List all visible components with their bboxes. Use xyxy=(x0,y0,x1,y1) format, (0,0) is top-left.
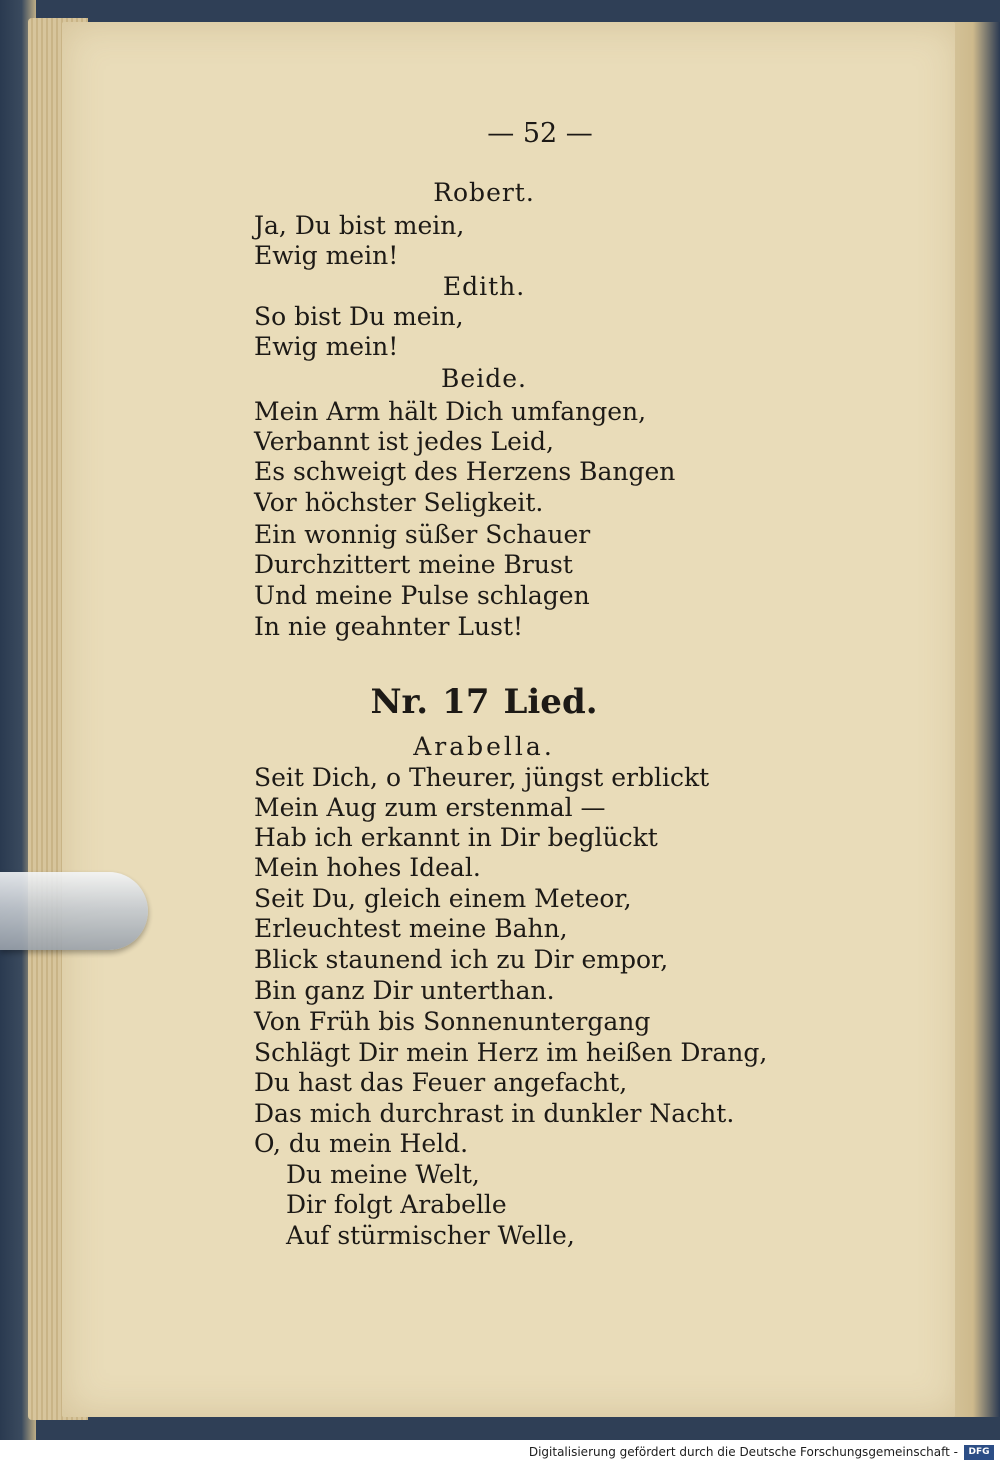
song-line: Mein Aug zum erstenmal — xyxy=(254,793,606,822)
song-line: Dir folgt Arabelle xyxy=(286,1190,507,1219)
section-number: 17 xyxy=(442,682,490,722)
verse-line: So bist Du mein, xyxy=(254,302,464,331)
verse-line: Und meine Pulse schlagen xyxy=(254,581,590,610)
verse-line: Ewig mein! xyxy=(254,241,399,270)
verse-line: Durchzittert meine Brust xyxy=(254,550,573,579)
section-heading xyxy=(254,682,714,722)
song-line: Du hast das Feuer angefacht, xyxy=(254,1068,628,1097)
song-line: Das mich durchrast in dunkler Nacht. xyxy=(254,1099,735,1128)
verse-line: Es schweigt des Herzens Bangen xyxy=(254,457,676,486)
song-line: Seit Dich, o Theurer, jüngst erblickt xyxy=(254,763,710,792)
verse-line: Vor höchster Seligkeit. xyxy=(254,488,544,517)
verse-line: Ja, Du bist mein, xyxy=(254,211,465,240)
speaker-name: Robert. xyxy=(433,178,535,207)
song-subtitle: Arabella. xyxy=(413,732,555,761)
song-line: Du meine Welt, xyxy=(286,1160,480,1189)
dfg-logo: DFG xyxy=(964,1445,994,1460)
section-title: Lied. xyxy=(503,682,598,722)
section-prefix: Nr. xyxy=(370,682,429,722)
song-line: Auf stürmischer Welle, xyxy=(286,1221,575,1250)
song-line: Bin ganz Dir unterthan. xyxy=(254,976,555,1005)
verse-line: Ewig mein! xyxy=(254,332,399,361)
speaker-name: Edith. xyxy=(442,272,526,301)
verse-line: In nie geahnter Lust! xyxy=(254,612,524,641)
song-line: Hab ich erkannt in Dir beglückt xyxy=(254,823,658,852)
song-line: O, du mein Held. xyxy=(254,1129,469,1158)
footer-credit: Digitalisierung gefördert durch die Deutsche Forschungsgemeinschaft - xyxy=(528,1445,958,1459)
verse-line: Mein Arm hält Dich umfangen, xyxy=(254,397,647,426)
song-line: Mein hohes Ideal. xyxy=(254,853,481,882)
song-line: Seit Du, gleich einem Meteor, xyxy=(254,884,632,913)
song-line: Schlägt Dir mein Herz im heißen Drang, xyxy=(254,1038,768,1067)
song-line: Erleuchtest meine Bahn, xyxy=(254,914,568,943)
song-line: Blick staunend ich zu Dir empor, xyxy=(254,945,669,974)
song-line: Von Früh bis Sonnenuntergang xyxy=(254,1007,651,1036)
verse-line: Verbannt ist jedes Leid, xyxy=(254,427,554,456)
verse-line: Ein wonnig süßer Schauer xyxy=(254,520,591,549)
page-number: — 52 — xyxy=(487,118,593,149)
digitization-footer xyxy=(0,1440,1000,1465)
speaker-name: Beide. xyxy=(441,364,527,393)
